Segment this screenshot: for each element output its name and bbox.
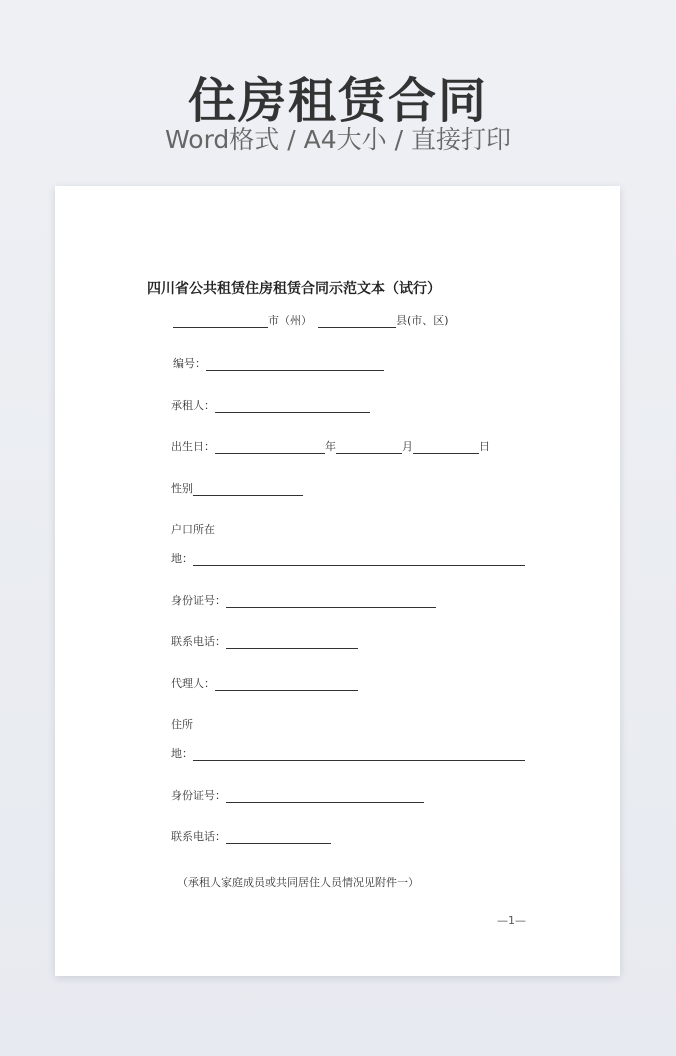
birth-month-blank[interactable] xyxy=(336,440,402,454)
birth-line xyxy=(171,440,490,454)
document-title: 四川省公共租赁住房租赁合同示范文本（试行） xyxy=(147,281,441,297)
tenant-line xyxy=(171,399,370,413)
phone-label: 联系电话： xyxy=(171,635,226,648)
birth-year-blank[interactable] xyxy=(215,440,325,454)
phone-line xyxy=(171,635,358,649)
location-line xyxy=(173,314,449,328)
day-label: 日 xyxy=(479,440,490,453)
household-address-line xyxy=(171,552,525,566)
residence-address-blank[interactable] xyxy=(193,747,525,761)
gender-label: 性别 xyxy=(171,482,193,495)
phone-line-2 xyxy=(171,830,331,844)
id-label: 身份证号： xyxy=(171,594,226,607)
phone-label-2: 联系电话： xyxy=(171,830,226,843)
residence-address-line xyxy=(171,747,525,761)
tenant-label: 承租人： xyxy=(171,399,215,412)
page-number: —1— xyxy=(497,914,526,927)
gender-line xyxy=(171,482,303,496)
household-address-blank[interactable] xyxy=(193,552,525,566)
phone-blank[interactable] xyxy=(226,635,358,649)
address-label: 地： xyxy=(171,552,193,565)
agent-label: 代理人： xyxy=(171,677,215,690)
document-page xyxy=(55,186,620,976)
id-blank[interactable] xyxy=(226,594,436,608)
household-label: 户口所在 xyxy=(171,523,215,536)
residence-label: 住所 xyxy=(171,718,193,731)
county-blank[interactable] xyxy=(318,314,396,328)
header-title: 住房租赁合同 xyxy=(187,73,488,129)
family-members-note: （承租人家庭成员或共同居住人员情况见附件一） xyxy=(177,876,419,889)
number-label: 编号： xyxy=(173,357,206,370)
gender-blank[interactable] xyxy=(193,482,303,496)
household-label-line xyxy=(171,523,215,537)
city-blank[interactable] xyxy=(173,314,268,328)
birth-label: 出生日： xyxy=(171,440,215,453)
id-line xyxy=(171,594,436,608)
number-line xyxy=(173,357,384,371)
agent-line xyxy=(171,677,358,691)
phone-blank-2[interactable] xyxy=(226,830,331,844)
county-suffix: 县(市、区) xyxy=(396,314,449,327)
header-subtitle: Word格式 / A4大小 / 直接打印 xyxy=(165,125,511,154)
year-label: 年 xyxy=(325,440,336,453)
agent-blank[interactable] xyxy=(215,677,358,691)
id-line-2 xyxy=(171,789,424,803)
number-blank[interactable] xyxy=(206,357,384,371)
tenant-blank[interactable] xyxy=(215,399,370,413)
address-label-2: 地： xyxy=(171,747,193,760)
month-label: 月 xyxy=(402,440,413,453)
birth-day-blank[interactable] xyxy=(413,440,479,454)
id-blank-2[interactable] xyxy=(226,789,424,803)
residence-label-line xyxy=(171,718,193,732)
id-label-2: 身份证号： xyxy=(171,789,226,802)
city-suffix: 市（州） xyxy=(268,314,312,327)
